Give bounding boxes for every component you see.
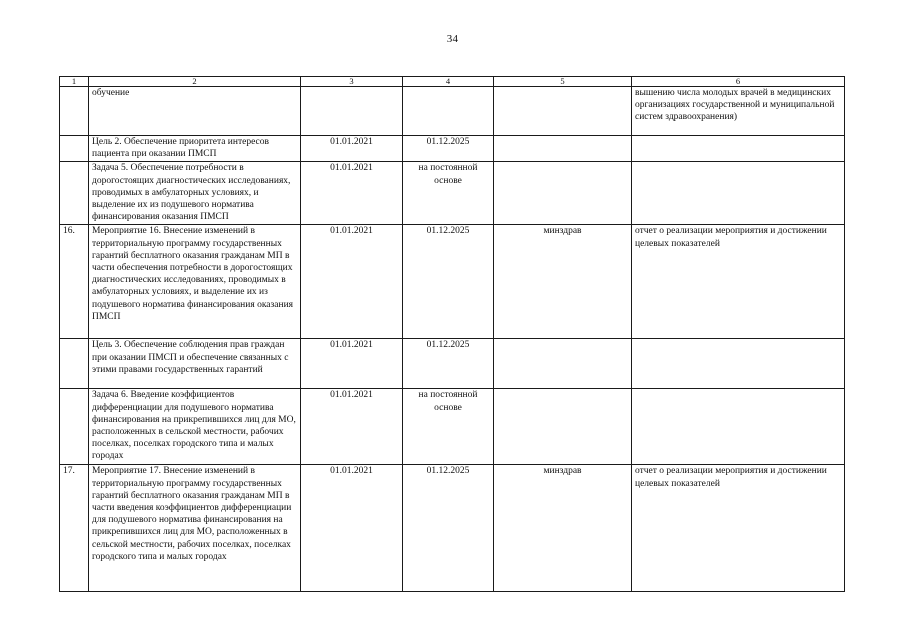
row-text: Мероприятие 17. Внесение изменений в территориальную программу государственных гарантий бесплатного оказания гражданам МП в части введения коэффициентов дифференциации для подушевого норматива финансирования на прикрепившихся лиц для МО, расположенных в сельской местности, рабочих поселках, поселках городского типа и малых городах bbox=[89, 465, 301, 592]
start-date: 01.01.2021 bbox=[301, 339, 403, 389]
start-date: 01.01.2021 bbox=[301, 465, 403, 592]
start-date: 01.01.2021 bbox=[301, 162, 403, 225]
executor bbox=[494, 136, 632, 162]
table-row bbox=[60, 339, 845, 389]
column-header: 5 bbox=[494, 77, 632, 87]
row-number bbox=[60, 389, 89, 465]
row-number: 16. bbox=[60, 225, 89, 339]
executor bbox=[494, 389, 632, 465]
column-header: 2 bbox=[89, 77, 301, 87]
expected-result: вышению числа молодых врачей в медицинских организациях государственной и муниципальной систем здравоохранения) bbox=[632, 87, 845, 136]
page-number: 34 bbox=[446, 33, 459, 45]
expected-result bbox=[632, 136, 845, 162]
row-text: Задача 6. Введение коэффициентов дифференциации для подушевого норматива финансирования на прикрепившихся лиц для МО, расположенных в сельской местности, рабочих поселках, поселках городского типа и малых городах bbox=[89, 389, 301, 465]
row-number bbox=[60, 87, 89, 136]
row-text: Цель 3. Обеспечение соблюдения прав граждан при оказании ПМСП и обеспечение связанных с этими правами государственных гарантий bbox=[89, 339, 301, 389]
row-number: 17. bbox=[60, 465, 89, 592]
measures-table bbox=[59, 76, 845, 592]
end-date: 01.12.2025 bbox=[403, 465, 494, 592]
end-date: 01.12.2025 bbox=[403, 136, 494, 162]
row-number bbox=[60, 339, 89, 389]
column-number-row bbox=[60, 77, 845, 87]
executor bbox=[494, 87, 632, 136]
table-row bbox=[60, 225, 845, 339]
start-date: 01.01.2021 bbox=[301, 225, 403, 339]
end-date: 01.12.2025 bbox=[403, 339, 494, 389]
end-date: 01.12.2025 bbox=[403, 225, 494, 339]
table-row bbox=[60, 465, 845, 592]
start-date: 01.01.2021 bbox=[301, 136, 403, 162]
column-header: 6 bbox=[632, 77, 845, 87]
expected-result: отчет о реализации мероприятия и достижении целевых показателей bbox=[632, 465, 845, 592]
column-header: 1 bbox=[60, 77, 89, 87]
table-row bbox=[60, 389, 845, 465]
start-date bbox=[301, 87, 403, 136]
executor bbox=[494, 162, 632, 225]
row-text: обучение bbox=[89, 87, 301, 136]
start-date: 01.01.2021 bbox=[301, 389, 403, 465]
expected-result: отчет о реализации мероприятия и достижении целевых показателей bbox=[632, 225, 845, 339]
executor bbox=[494, 339, 632, 389]
expected-result bbox=[632, 339, 845, 389]
executor: минздрав bbox=[494, 465, 632, 592]
expected-result bbox=[632, 389, 845, 465]
row-text: Задача 5. Обеспечение потребности в дорогостоящих диагностических исследованиях, проводимых в амбулаторных условиях, и выделение их из подушевого норматива финансирования оказания ПМСП bbox=[89, 162, 301, 225]
end-date: на постоянной основе bbox=[403, 162, 494, 225]
executor: минздрав bbox=[494, 225, 632, 339]
row-number bbox=[60, 136, 89, 162]
column-header: 3 bbox=[301, 77, 403, 87]
expected-result bbox=[632, 162, 845, 225]
column-header: 4 bbox=[403, 77, 494, 87]
table-row bbox=[60, 162, 845, 225]
end-date bbox=[403, 87, 494, 136]
table-row bbox=[60, 87, 845, 136]
end-date: на постоянной основе bbox=[403, 389, 494, 465]
row-text: Цель 2. Обеспечение приоритета интересов пациента при оказании ПМСП bbox=[89, 136, 301, 162]
table-row bbox=[60, 136, 845, 162]
row-text: Мероприятие 16. Внесение изменений в территориальную программу государственных гарантий бесплатного оказания гражданам МП в части обеспечения потребности в дорогостоящих диагностических исследованиях, проводимых в амбулаторных условиях, и выделение их из подушевого норматива финансирования оказания ПМСП bbox=[89, 225, 301, 339]
row-number bbox=[60, 162, 89, 225]
